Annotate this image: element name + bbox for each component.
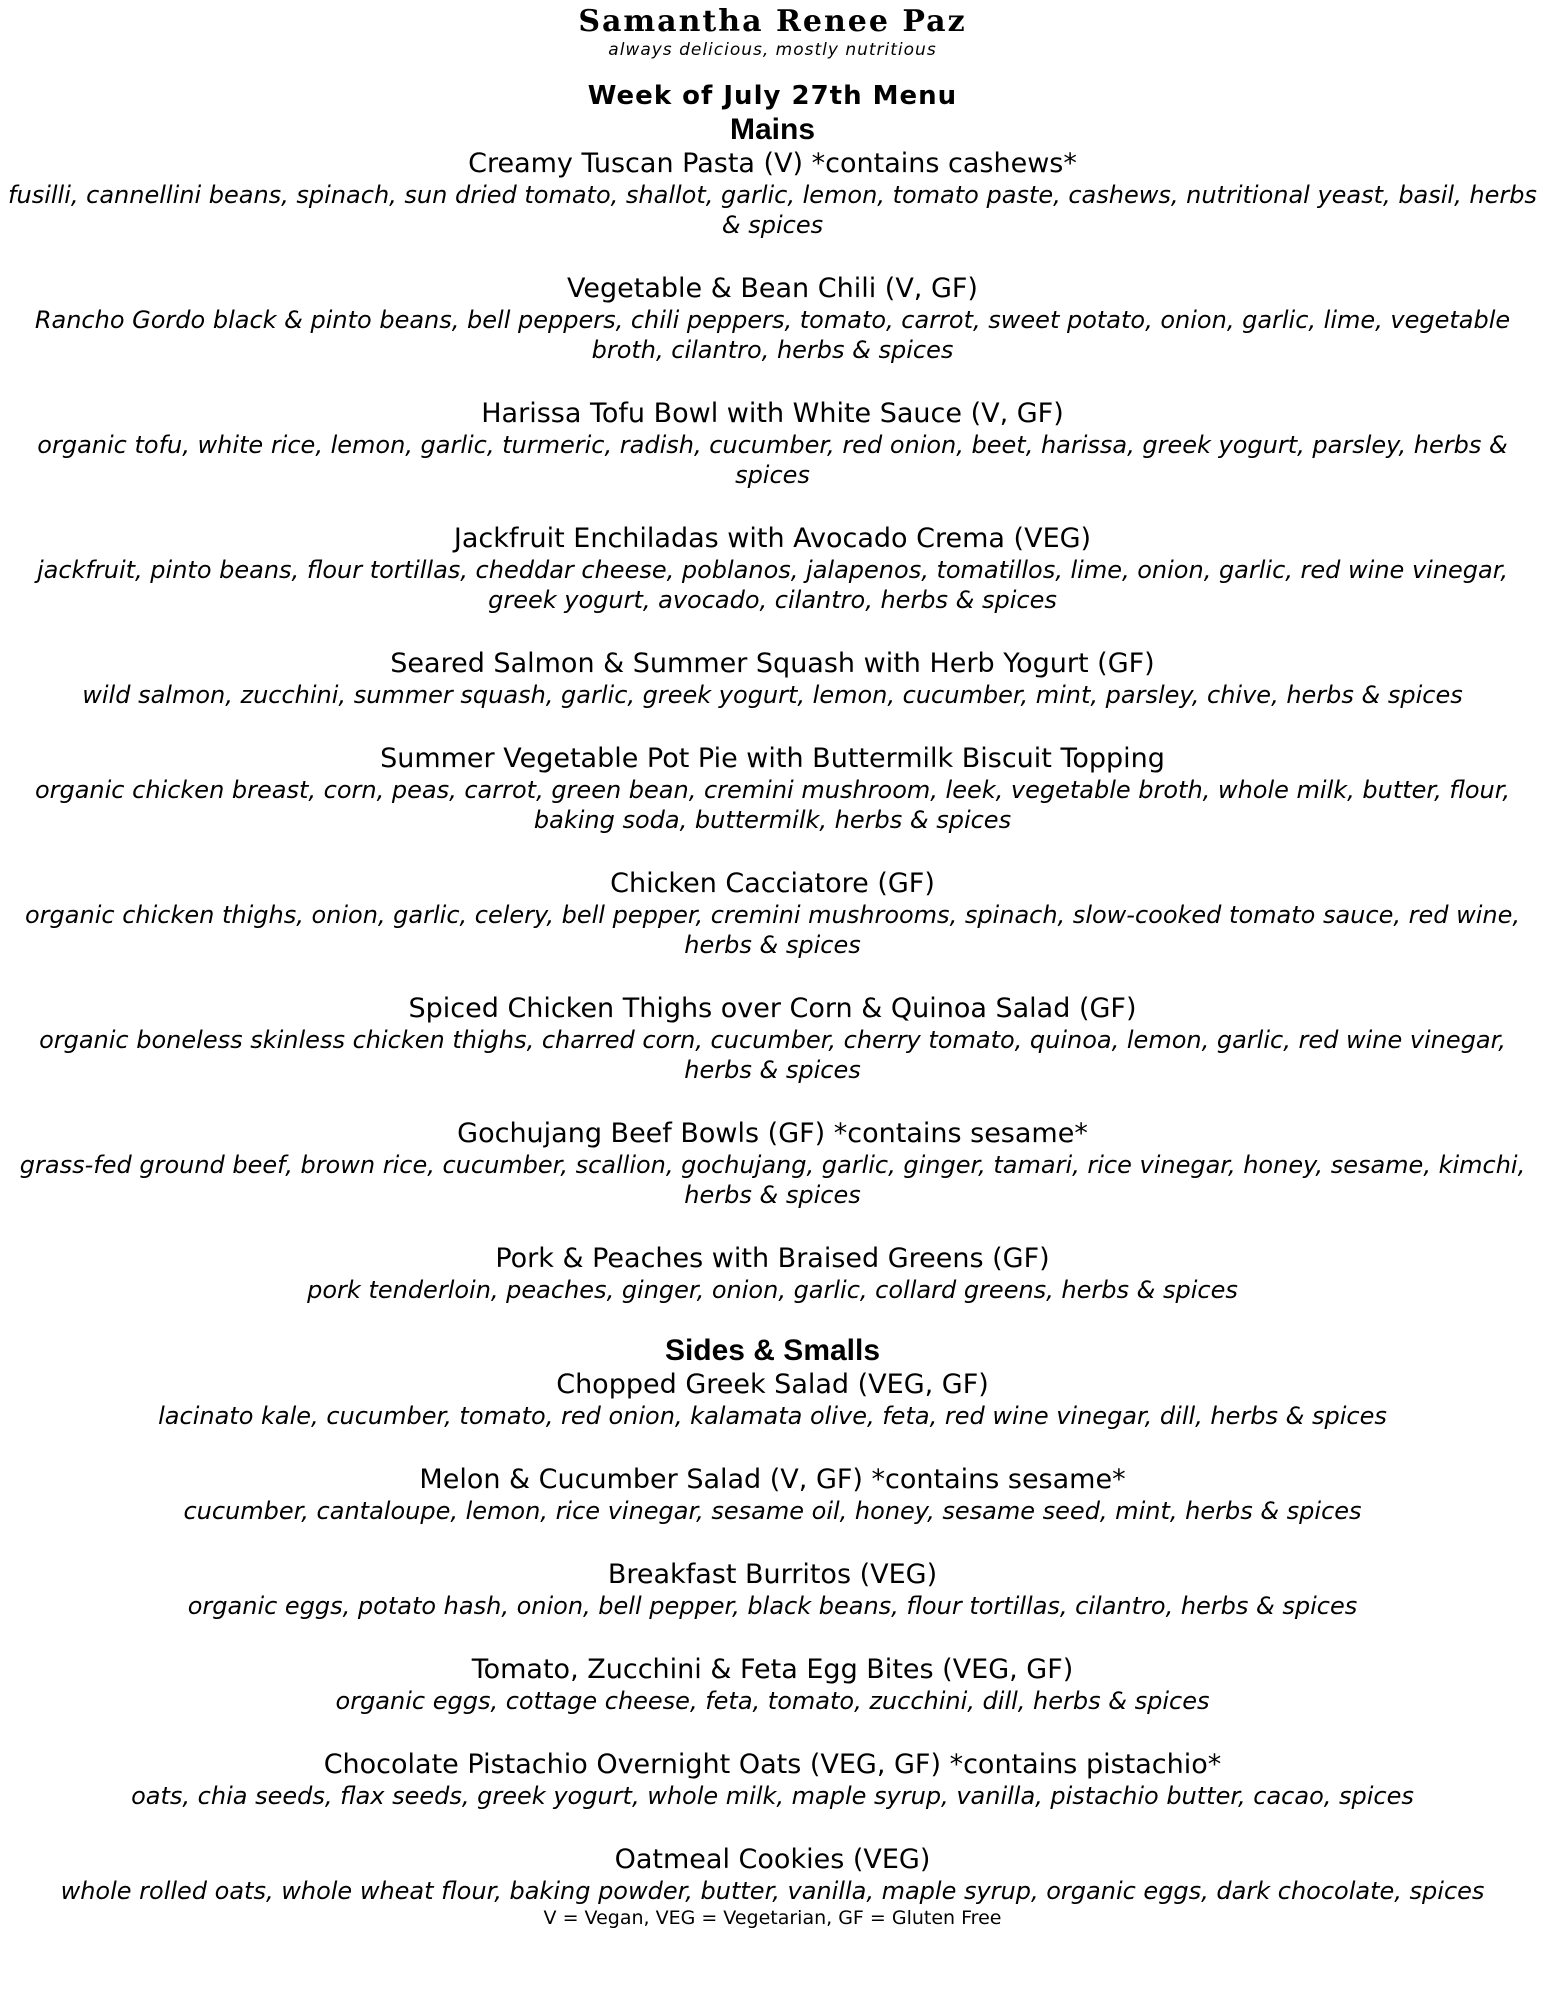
- item-name: Chicken Cacciatore (GF): [610, 868, 935, 899]
- dietary-legend: V = Vegan, VEG = Vegetarian, GF = Gluten Free: [543, 1907, 1002, 1929]
- item-name: Harissa Tofu Bowl with White Sauce (V, GF): [481, 398, 1064, 429]
- item-name: Seared Salmon & Summer Squash with Herb Yogurt (GF): [390, 648, 1155, 679]
- menu-item: [0, 1464, 1545, 1526]
- item-ingredients: wild salmon, zucchini, summer squash, garlic, greek yogurt, lemon, cucumber, mint, parsley, chive, herbs & spices: [82, 681, 1463, 709]
- item-name: Creamy Tuscan Pasta (V) *contains cashews*: [468, 148, 1077, 179]
- item-name: Tomato, Zucchini & Feta Egg Bites (VEG, GF): [471, 1654, 1074, 1685]
- section-title-mains: Mains: [729, 113, 816, 146]
- brand-tagline: always delicious, mostly nutritious: [608, 40, 937, 60]
- week-title: Week of July 27th Menu: [587, 81, 958, 111]
- item-name: Vegetable & Bean Chili (V, GF): [567, 273, 978, 304]
- menu-item: [0, 743, 1545, 835]
- item-name: Spiced Chicken Thighs over Corn & Quinoa Salad (GF): [408, 993, 1137, 1024]
- item-name: Chopped Greek Salad (VEG, GF): [556, 1369, 989, 1400]
- menu-item: [0, 868, 1545, 960]
- menu-item: [0, 1243, 1545, 1305]
- item-name: Summer Vegetable Pot Pie with Buttermilk Biscuit Topping: [380, 743, 1165, 774]
- item-name: Jackfruit Enchiladas with Avocado Crema (VEG): [453, 523, 1092, 554]
- menu-item: [0, 1559, 1545, 1621]
- item-name: Gochujang Beef Bowls (GF) *contains sesame*: [457, 1118, 1088, 1149]
- item-ingredients: lacinato kale, cucumber, tomato, red onion, kalamata olive, feta, red wine vinegar, dill, herbs & spices: [158, 1402, 1387, 1430]
- menu-item: [0, 993, 1545, 1085]
- item-ingredients: oats, chia seeds, flax seeds, greek yogurt, whole milk, maple syrup, vanilla, pistachio butter, cacao, spices: [131, 1782, 1414, 1810]
- item-name: Breakfast Burritos (VEG): [607, 1559, 938, 1590]
- brand-name: Samantha Renee Paz: [578, 4, 967, 39]
- menu-item: [0, 1118, 1545, 1210]
- item-ingredients: organic eggs, potato hash, onion, bell pepper, black beans, flour tortillas, cilantro, herbs & spices: [187, 1592, 1358, 1620]
- item-ingredients: organic boneless skinless chicken thighs, charred corn, cucumber, cherry tomato, quinoa, lemon, garlic, red wine vinegar, herbs & spices: [39, 1026, 1506, 1084]
- item-ingredients: grass-fed ground beef, brown rice, cucumber, scallion, gochujang, garlic, ginger, tamari, rice vinegar, honey, sesame, kimchi, herbs & spices: [19, 1151, 1526, 1209]
- item-name: Pork & Peaches with Braised Greens (GF): [495, 1243, 1050, 1274]
- item-ingredients: fusilli, cannellini beans, spinach, sun dried tomato, shallot, garlic, lemon, tomato paste, cashews, nutritional yeast, basil, herbs & spices: [8, 181, 1537, 239]
- menu-item: [0, 523, 1545, 615]
- item-name: Oatmeal Cookies (VEG): [614, 1844, 931, 1875]
- item-ingredients: pork tenderloin, peaches, ginger, onion, garlic, collard greens, herbs & spices: [307, 1276, 1238, 1304]
- item-ingredients: cucumber, cantaloupe, lemon, rice vinegar, sesame oil, honey, sesame seed, mint, herbs & spices: [183, 1497, 1362, 1525]
- menu-item: [0, 398, 1545, 490]
- menu-item: [0, 648, 1545, 710]
- item-ingredients: organic eggs, cottage cheese, feta, tomato, zucchini, dill, herbs & spices: [335, 1687, 1210, 1715]
- item-ingredients: jackfruit, pinto beans, flour tortillas, cheddar cheese, poblanos, jalapenos, tomatillos, lime, onion, garlic, red wine vinegar, greek yogurt, avocado, cilantro, herbs & spices: [36, 556, 1509, 614]
- menu-item: [0, 1749, 1545, 1811]
- item-name: Chocolate Pistachio Overnight Oats (VEG, GF) *contains pistachio*: [323, 1749, 1222, 1780]
- item-name: Melon & Cucumber Salad (V, GF) *contains sesame*: [419, 1464, 1126, 1495]
- section-title-sides: Sides & Smalls: [664, 1334, 881, 1367]
- item-ingredients: Rancho Gordo black & pinto beans, bell peppers, chili peppers, tomato, carrot, sweet potato, onion, garlic, lime, vegetable broth, cilantro, herbs & spices: [34, 306, 1511, 364]
- menu-header: [0, 4, 1545, 112]
- menu-item: [0, 273, 1545, 365]
- menu-item: [0, 1844, 1545, 1906]
- menu-item: [0, 148, 1545, 240]
- menu-item: [0, 1654, 1545, 1716]
- mains-section: [0, 112, 1545, 1305]
- menu-item: [0, 1369, 1545, 1431]
- item-ingredients: organic chicken thighs, onion, garlic, celery, bell pepper, cremini mushrooms, spinach, slow-cooked tomato sauce, red wine, herbs & spices: [25, 901, 1520, 959]
- sides-section: [0, 1333, 1545, 1906]
- item-ingredients: organic tofu, white rice, lemon, garlic, turmeric, radish, cucumber, red onion, beet, harissa, greek yogurt, parsley, herbs & spices: [37, 431, 1508, 489]
- item-ingredients: organic chicken breast, corn, peas, carrot, green bean, cremini mushroom, leek, vegetable broth, whole milk, butter, flour, baking soda, buttermilk, herbs & spices: [34, 776, 1511, 834]
- item-ingredients: whole rolled oats, whole wheat flour, baking powder, butter, vanilla, maple syrup, organic eggs, dark chocolate, spices: [60, 1877, 1485, 1905]
